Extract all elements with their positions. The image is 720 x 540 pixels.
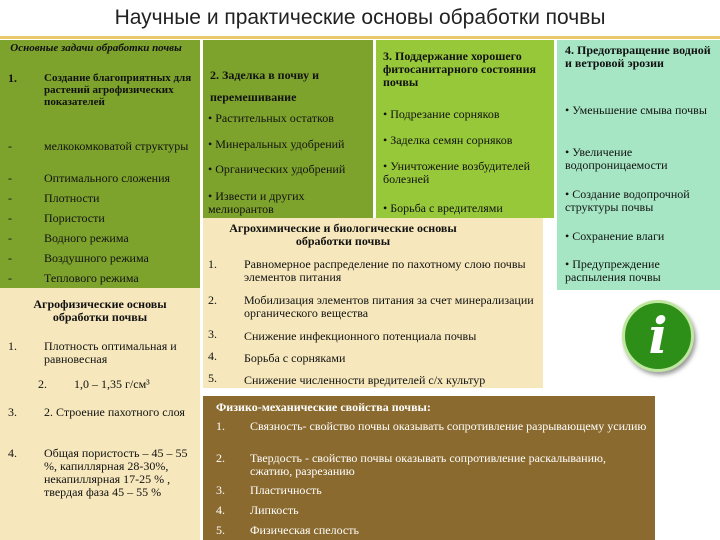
agrophys-heading: Агрофизические основы обработки почвы <box>33 297 167 324</box>
physmech-item-text: Липкость <box>250 503 299 517</box>
col2-item: • Органических удобрений <box>208 162 346 176</box>
col4-item: • Увеличение водопроницаемости <box>565 145 668 172</box>
tasks-dash: - <box>8 171 12 185</box>
agrophys-item-number: 3. <box>8 405 17 419</box>
agrochem-item-number: 5. <box>208 371 217 385</box>
agrochem-item-text: Борьба с сорняками <box>244 351 346 365</box>
physmech-item-text: Физическая спелость <box>250 523 359 537</box>
tasks-dash: - <box>8 231 12 245</box>
tasks-dash: - <box>8 251 12 265</box>
physmech-item-number: 1. <box>216 419 225 433</box>
physmech-item-number: 3. <box>216 483 225 497</box>
col4-item: • Сохранение влаги <box>565 229 665 243</box>
agrophys-porosity-text: Общая пористость – 45 – 55 %, капиллярная 28-30%, некапиллярная 17-25 % , твердая фаза 45 – 55 % <box>44 446 188 499</box>
col4-item: • Предупреждение распыления почвы <box>565 257 661 284</box>
physmech-item-text: Связность- свойство почвы оказывать сопротивление разрывающему усилию <box>250 419 647 433</box>
col3-item: • Борьба с вредителями <box>383 201 503 215</box>
tasks-subitem: Оптимального сложения <box>44 171 171 185</box>
tasks-dash: - <box>8 211 12 225</box>
col2-heading: 2. Заделка в почву и перемешивание <box>210 68 320 104</box>
tasks-dash: - <box>8 271 12 285</box>
agrochem-item-text: Равномерное распределение по пахотному слою почвы элементов питания <box>244 257 526 284</box>
physmech-item-number: 2. <box>216 451 225 465</box>
col3-item: • Подрезание сорняков <box>383 107 500 121</box>
agrophys-item-number: 2. <box>38 377 47 391</box>
physmech-item-text: Твердость - свойство почвы оказывать сопротивление раскалыванию, сжатию, разрезанию <box>250 451 606 478</box>
physmech-item-number: 5. <box>216 523 225 537</box>
title-divider <box>0 36 720 39</box>
page-title: Научные и практические основы обработки почвы <box>114 6 606 29</box>
agrophys-item-text: Плотность оптимальная и равновесная <box>44 339 177 366</box>
tasks-subitem: Воздушного режима <box>44 251 149 265</box>
col3-item: • Заделка семян сорняков <box>383 133 513 147</box>
physmech-heading: Физико-механические свойства почвы: <box>216 400 431 414</box>
col4-item: • Уменьшение смыва почвы <box>565 103 707 117</box>
tasks-subitem: Водного режима <box>44 231 129 245</box>
agrophys-density-value: 1,0 – 1,35 г/см³ <box>74 377 150 391</box>
col2-item: • Растительных остатков <box>208 111 334 125</box>
col2-item: • Извести и других мелиорантов <box>208 189 305 216</box>
agrophys-item-number: 1. <box>8 339 17 353</box>
agrochem-item-number: 1. <box>208 257 217 271</box>
info-icon[interactable] <box>622 300 694 372</box>
tasks-dash: - <box>8 191 12 205</box>
tasks-item1-number: 1. <box>8 71 17 85</box>
agrochem-item-text: Снижение численности вредителей с/х культур <box>244 373 486 387</box>
agrophys-item-number: 4. <box>8 446 17 460</box>
agrochem-item-text: Снижение инфекционного потенциала почвы <box>244 329 477 343</box>
agrochem-heading: Агрохимические и биологические основы обработки почвы <box>229 221 457 248</box>
tasks-heading: Основные задачи обработки почвы <box>10 42 182 54</box>
tasks-subitem: мелкокомковатой структуры <box>44 139 189 153</box>
agrochem-item-number: 2. <box>208 293 217 307</box>
tasks-dash: - <box>8 139 12 153</box>
agrophys-item-text: 2. Строение пахотного слоя <box>44 405 185 419</box>
col4-heading: 4. Предотвращение водной и ветровой эрозии <box>565 43 711 70</box>
physmech-item-text: Пластичность <box>250 483 322 497</box>
agrochem-item-number: 3. <box>208 327 217 341</box>
physmech-item-number: 4. <box>216 503 225 517</box>
agrochem-item-number: 4. <box>208 349 217 363</box>
info-icon-glyph: i <box>648 306 668 365</box>
agrochem-item-text: Мобилизация элементов питания за счет минерализации органического вещества <box>244 293 534 320</box>
col4-item: • Создание водопрочной структуры почвы <box>565 187 690 214</box>
col3-heading: 3. Поддержание хорошего фитосанитарного состояния почвы <box>383 49 537 89</box>
tasks-subitem: Плотности <box>44 191 100 205</box>
col3-item: • Уничтожение возбудителей болезней <box>383 159 530 186</box>
tasks-item1-text: Создание благоприятных для растений агрофизических показателей <box>44 72 192 108</box>
col2-item: • Минеральных удобрений <box>208 137 345 151</box>
tasks-subitem: Пористости <box>44 211 105 225</box>
tasks-subitem: Теплового режима <box>44 271 139 285</box>
